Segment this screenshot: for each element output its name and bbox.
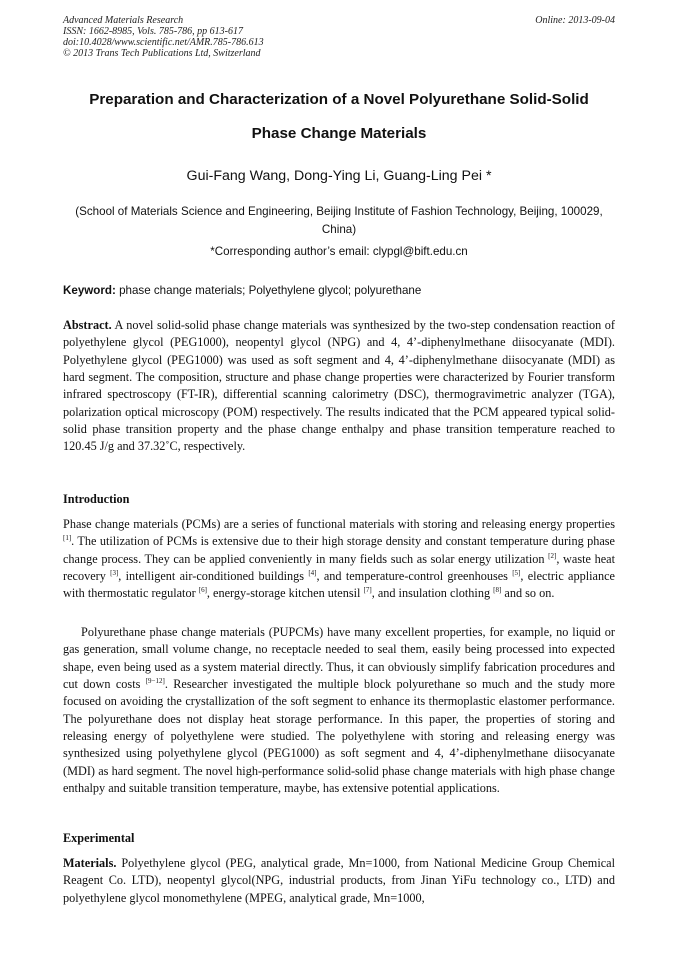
citation-ref: [3] [110, 569, 119, 578]
abstract-paragraph [63, 317, 615, 456]
materials-paragraph [63, 855, 615, 907]
issn-line: ISSN: 1662-8985, Vols. 785-786, pp 613-617 [63, 26, 243, 37]
doi-line: doi:10.4028/www.scientific.net/AMR.785-786.613 [63, 37, 264, 48]
citation-ref: [8] [493, 586, 502, 595]
citation-ref: [4] [308, 569, 317, 578]
online-date: Online: 2013-09-04 [535, 15, 615, 26]
citation-ref: [1] [63, 534, 72, 543]
text-run: , electric appliance with thermostatic regulator [63, 569, 615, 601]
keyword-text: phase change materials; Polyethylene glycol; polyurethane [119, 284, 422, 297]
affiliation: (School of Materials Science and Engineering, Beijing Institute of Fashion Technology, Beijing, 100029, China) [75, 205, 603, 236]
keyword-label: Keyword: [63, 284, 116, 297]
corresponding-email: *Corresponding author’s email: clypgl@bift.edu.cn [210, 245, 468, 258]
abstract-label: Abstract. [63, 318, 112, 332]
author-list: Gui-Fang Wang, Dong-Ying Li, Guang-Ling Pei * [186, 168, 492, 184]
text-run: Phase change materials (PCMs) are a series of functional materials with storing and releasing energy properties [63, 517, 615, 531]
citation-ref: [7] [363, 586, 372, 595]
journal-name: Advanced Materials Research [63, 15, 184, 26]
text-run: , and temperature-control greenhouses [316, 569, 513, 584]
citation-ref: [2] [548, 551, 557, 560]
citation-ref: [6] [198, 586, 207, 595]
citation-ref: [9−12] [145, 677, 165, 686]
text-run: and so on. [501, 586, 555, 601]
paper-title-line-1: Preparation and Characterization of a Novel Polyurethane Solid-Solid [89, 91, 589, 108]
text-run: , energy-storage kitchen utensil [206, 586, 364, 601]
paper-title-line-2: Phase Change Materials [251, 125, 427, 142]
journal-header [63, 15, 615, 59]
keywords [63, 283, 615, 299]
introduction-paragraph-1 [63, 516, 615, 603]
materials-text: Polyethylene glycol (PEG, analytical grade, Mn=1000, from National Medicine Group Chemical Reagent Co. LTD), neopentyl glycol(NPG, industrial products, from Jinan YiFu technology co., LTD) and polyethylene glycol monomethylene (MPEG, analytical grade, Mn=1000, [63, 856, 616, 905]
text-run: . Researcher investigated the multiple block polyurethane so much and the study more focused on avoiding the crystallization of the soft segment to enhance its thermoplastic elastomer performance. The polyurethane does not display heat storage performance. In this paper, the properties of storing and releasing energy of polyethylene were studied. The polyethylene with storing and releasing energy was synthesized using polyethylene glycol (PEG1000) as soft segment and 4, 4’-diphenylmethane diisocyanate (MDI) as hard segment. The novel high-performance solid-solid phase change materials with high phase change enthalpy and suitable transition temperature, maybe, has extensive potential applications. [63, 677, 615, 796]
text-run: , intelligent air-conditioned buildings [118, 569, 309, 584]
text-run: , and insulation clothing [371, 586, 494, 601]
text-run: Polyurethane phase change materials (PUPCMs) have many excellent properties, for example, no liquid or gas generation, small volume change, no receptacle needed to seal them, easily being processed into expected shape, even being used as a system material directly. Thus, it can obviously simplify fabrication procedures and cut down costs [63, 625, 615, 692]
text-run: . The utilization of PCMs is extensive due to their high storage density and constant temperature during phase change process. They can be applied conveniently in many fields such as solar energy utilization [63, 534, 615, 566]
text-run: , waste heat recovery [63, 551, 615, 584]
experimental-heading: Experimental [63, 831, 135, 845]
introduction-paragraph-2 [63, 624, 615, 797]
abstract-text: A novel solid-solid phase change materials was synthesized by the two-step condensation reaction of polyethylene glycol (PEG1000), neopentyl glycol (NPG) and 4, 4’-diphenylmethane diisocyanate (MDI). Polyethylene glycol (PEG1000) was used as soft segment and 4, 4’-diphenylmethane diisocyanate (MDI) as hard segment. The composition, structure and phase change properties were characterized by Fourier transform infrared spectroscopy (FT-IR), differential scanning calorimetry (DSC), thermogravimetric analyzer (TGA), polarization optical microscopy (POM) respectively. The results indicated that the PCM appeared typical solid-solid phase transition property and the phase change enthalpy and phase transition temperature reached to 120.45 J/g and 37.32˚C, respectively. [63, 318, 616, 454]
copyright-line: © 2013 Trans Tech Publications Ltd, Switzerland [63, 48, 261, 59]
introduction-heading: Introduction [63, 492, 130, 506]
citation-ref: [5] [512, 569, 521, 578]
materials-label: Materials. [63, 856, 117, 870]
